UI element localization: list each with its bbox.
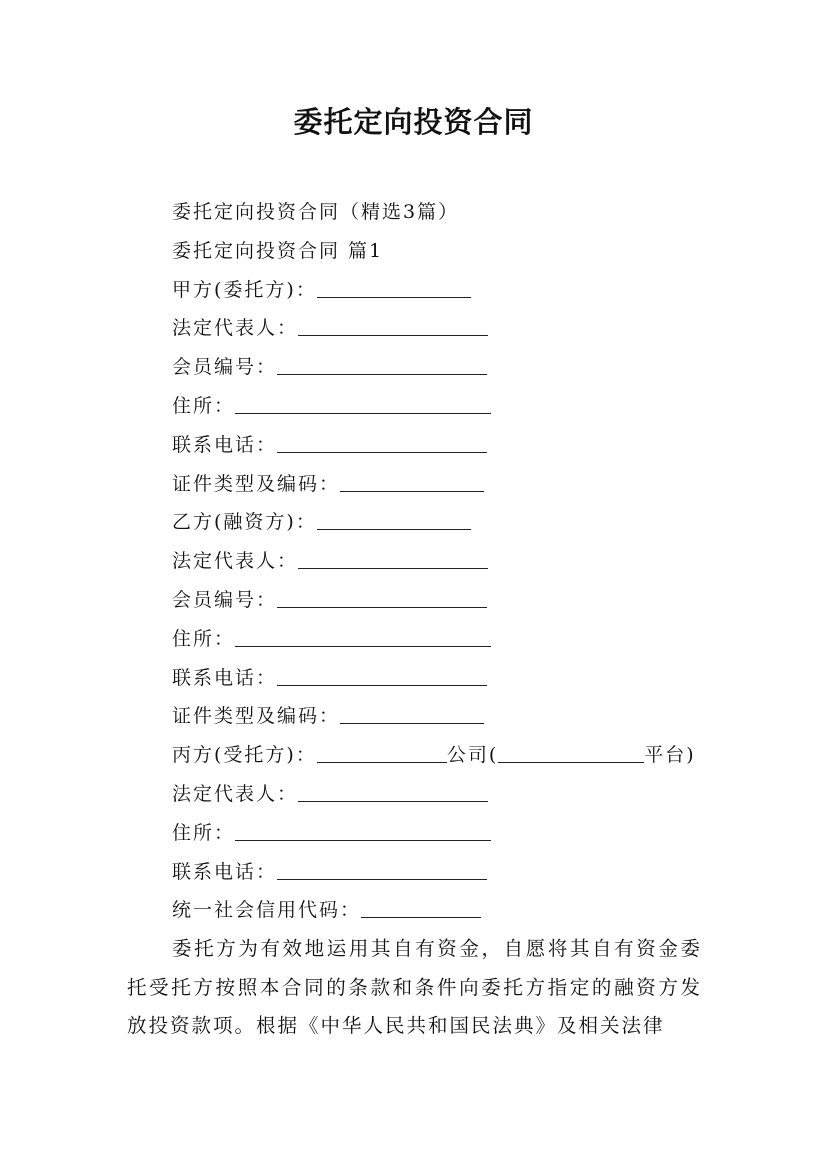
party-c-line bbox=[172, 736, 696, 775]
party-c-label: 丙方(受托方)： bbox=[172, 744, 317, 767]
party-b-id-blank bbox=[340, 698, 484, 724]
party-a-address-blank bbox=[235, 388, 491, 414]
party-b-address-label: 住所： bbox=[172, 627, 236, 650]
party-c-address-line bbox=[172, 814, 696, 853]
document-subtitle: 委托定向投资合同（精选3篇） bbox=[172, 201, 460, 223]
party-a-rep-blank bbox=[298, 310, 488, 336]
party-b-address-blank bbox=[235, 621, 491, 647]
party-c-rep-label: 法定代表人： bbox=[172, 782, 299, 805]
party-a-member-line bbox=[172, 348, 696, 387]
party-b-line bbox=[172, 503, 696, 542]
party-b-rep-blank bbox=[298, 543, 488, 569]
party-a-label: 甲方(委托方)： bbox=[172, 278, 317, 301]
party-b-rep-line bbox=[172, 542, 696, 581]
party-b-member-line bbox=[172, 581, 696, 620]
party-c-rep-blank bbox=[298, 776, 488, 802]
party-a-phone-blank bbox=[277, 427, 487, 453]
party-a-member-blank bbox=[277, 349, 487, 375]
party-b-id-label: 证件类型及编码： bbox=[172, 705, 341, 728]
party-b-member-blank bbox=[277, 582, 487, 608]
party-c-platform-blank bbox=[498, 737, 644, 763]
party-c-company-blank bbox=[317, 737, 447, 763]
document-title: 委托定向投资合同 bbox=[293, 105, 534, 139]
party-a-phone-label: 联系电话： bbox=[172, 433, 278, 456]
party-b-blank bbox=[317, 504, 471, 530]
party-b-phone-line bbox=[172, 659, 696, 698]
party-c-company-suffix: 公司( bbox=[446, 744, 499, 767]
party-c-platform-suffix: 平台) bbox=[644, 744, 696, 767]
party-b-address-line bbox=[172, 620, 696, 659]
party-a-id-line bbox=[172, 465, 696, 504]
party-b-phone-blank bbox=[277, 660, 487, 686]
party-c-credit-line bbox=[172, 891, 696, 930]
party-a-address-label: 住所： bbox=[172, 394, 236, 417]
party-a-id-label: 证件类型及编码： bbox=[172, 472, 341, 495]
party-c-rep-line bbox=[172, 775, 696, 814]
party-a-blank bbox=[317, 272, 471, 298]
party-a-rep-line bbox=[172, 309, 696, 348]
party-a-phone-line bbox=[172, 426, 696, 465]
party-b-id-line bbox=[172, 697, 696, 736]
party-c-credit-label: 统一社会信用代码： bbox=[172, 899, 362, 922]
party-c-phone-blank bbox=[277, 854, 487, 880]
party-a-id-blank bbox=[340, 466, 484, 492]
party-b-rep-label: 法定代表人： bbox=[172, 550, 299, 573]
party-c-credit-blank bbox=[361, 892, 481, 918]
party-a-address-line bbox=[172, 387, 696, 426]
party-a-line bbox=[172, 271, 696, 310]
body-paragraph: 委托方为有效地运用其自有资金，自愿将其自有资金委托受托方按照本合同的条款和条件向委托方指定的融资方发放投资款项。根据《中华人民共和国民法典》及相关法律 bbox=[127, 937, 702, 1037]
party-b-label: 乙方(融资方)： bbox=[172, 511, 317, 534]
party-c-phone-line bbox=[172, 853, 696, 892]
party-a-member-label: 会员编号： bbox=[172, 356, 278, 379]
contract-fields bbox=[172, 193, 696, 930]
section-heading: 委托定向投资合同 篇1 bbox=[172, 239, 384, 262]
party-b-member-label: 会员编号： bbox=[172, 588, 278, 611]
party-a-rep-label: 法定代表人： bbox=[172, 317, 299, 340]
party-b-phone-label: 联系电话： bbox=[172, 666, 278, 689]
party-c-address-blank bbox=[235, 815, 491, 841]
party-c-phone-label: 联系电话： bbox=[172, 860, 278, 883]
party-c-address-label: 住所： bbox=[172, 821, 236, 844]
